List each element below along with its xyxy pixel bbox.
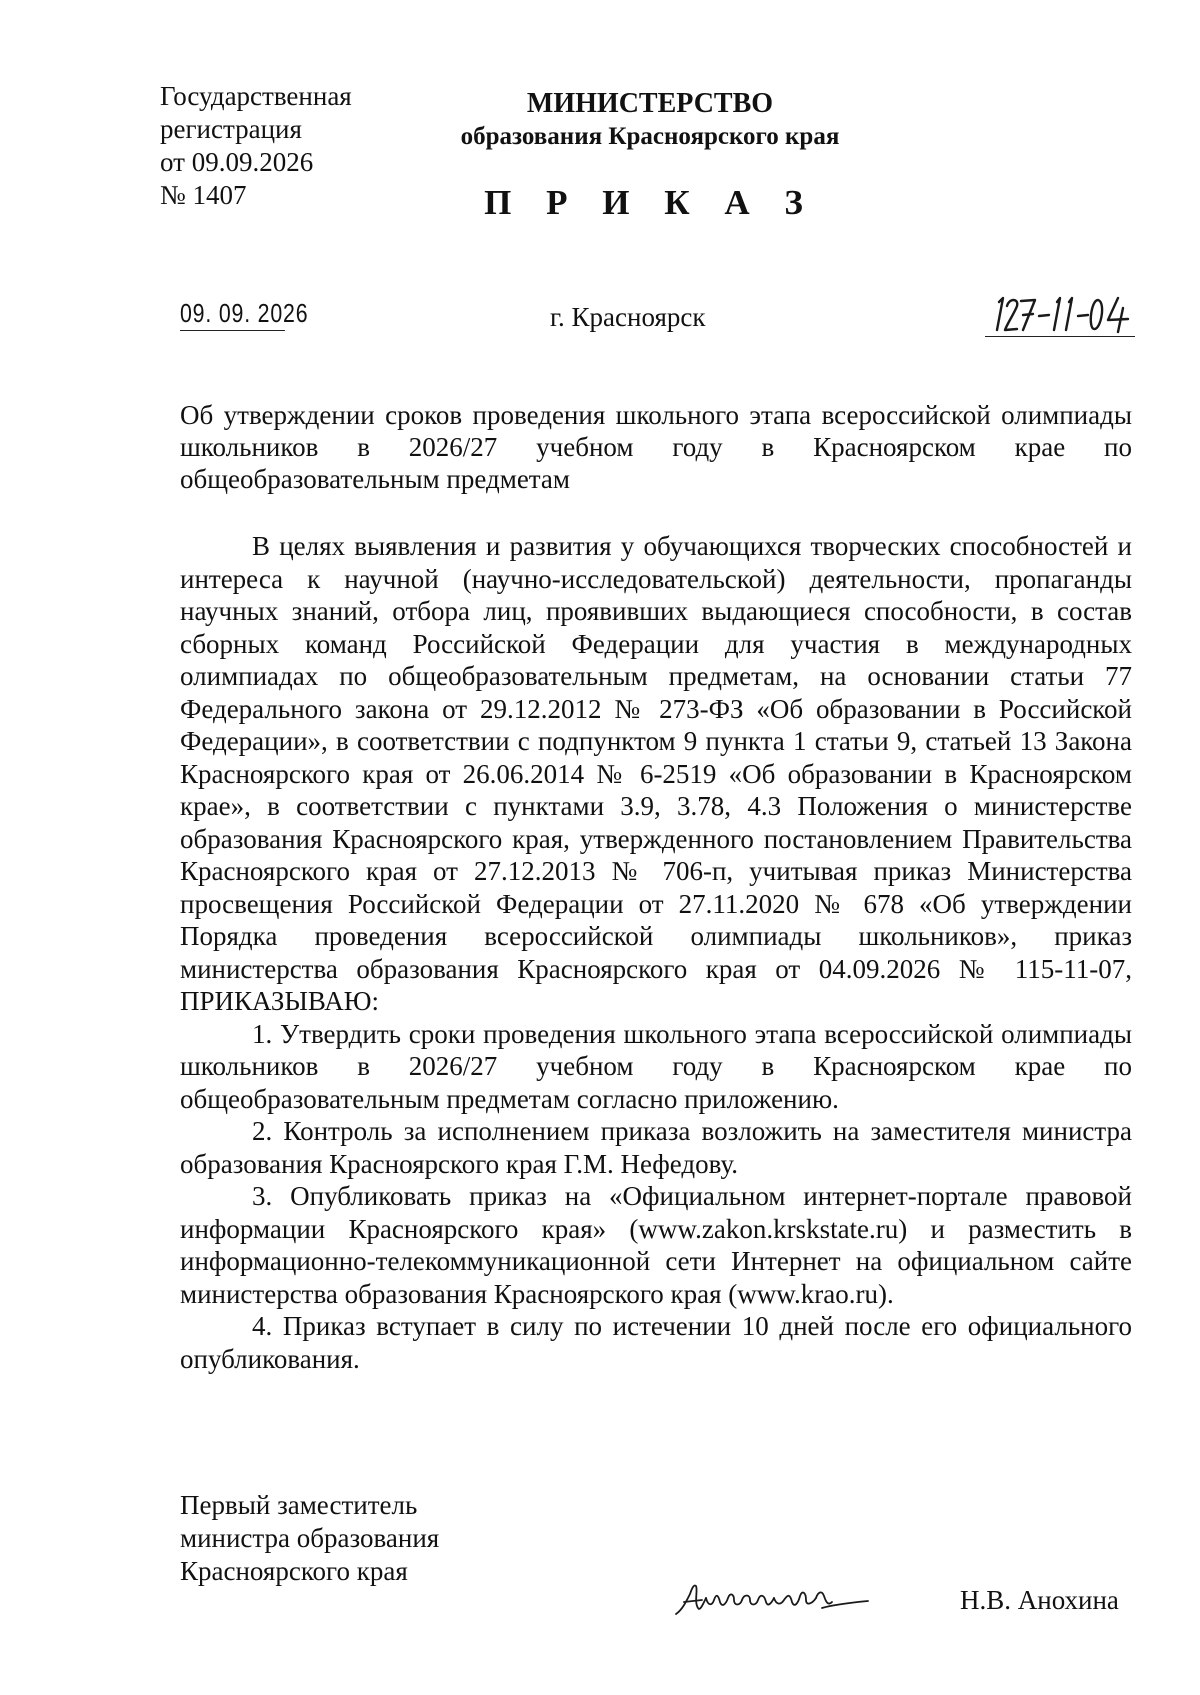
registration-date: от 09.09.2026 <box>160 147 314 177</box>
registration-number: № 1407 <box>160 180 247 210</box>
signatory-line: Красноярского края <box>180 1556 408 1586</box>
ministry-title: МИНИСТЕРСТВО <box>526 88 774 119</box>
signatory-line: министра образования <box>180 1523 440 1553</box>
ministry-header <box>400 87 900 153</box>
preamble-paragraph: В целях выявления и развития у обучающихся творческих способностей и интереса к научной (научно-исследовательской) деятельности, пропаганды научных знаний, отбора лиц, проявивших выдающиеся способности, в состав сборных команд Российской Федерации для участия в международных олимпиадах по общеобразовательным предметам, на основании статьи 77 Федерального закона от 29.12.2012 № 273-ФЗ «Об образовании в Российской Федерации», в соответствии с подпунктом 9 пункта 1 статьи 9, статьей 13 Закона Красноярского края от 26.06.2014 № 6-2519 «Об образовании в Красноярском крае», в соответствии с пунктами 3.9, 3.78, 4.3 Положения о министерстве образования Красноярского края, утвержденного постановлением Правительства Красноярского края от 27.12.2013 № 706-п, учитывая приказ Министерства просвещения Российской Федерации от 27.11.2020 № 678 «Об утверждении Порядка проведения всероссийской олимпиады школьников», приказ министерства образования Красноярского края от 04.09.2026 № 115-11-07, ПРИКАЗЫВАЮ: <box>180 531 1132 1016</box>
order-subject: Об утверждении сроков проведения школьного этапа всероссийской олимпиады школьников в 2026/27 учебном году в Красноярском крае по общеобразовательным предметам <box>180 400 1132 494</box>
handwritten-signature <box>672 1572 872 1622</box>
registration-stamp <box>160 80 400 212</box>
order-number <box>985 294 1135 337</box>
registration-line: регистрация <box>160 114 302 144</box>
signatory-line: Первый заместитель <box>180 1490 418 1520</box>
document-type: П Р И К А З <box>484 183 816 222</box>
order-item-3: 3. Опубликовать приказ на «Официальном интернет-портале правовой информации Красноярского края» (www.zakon.krskstate.ru) и разместить в информационно-телекоммуникационной сети Интернет на официальном сайте министерства образования Красноярского края (www.krao.ru). <box>180 1181 1132 1309</box>
order-item-4: 4. Приказ вступает в силу по истечении 10 дней после его официального опубликования. <box>180 1311 1132 1374</box>
ministry-subtitle: образования Красноярского края <box>460 123 840 150</box>
signatory-position <box>180 1489 500 1588</box>
order-date: 09. 09. 2026 <box>180 298 285 331</box>
registration-line: Государственная <box>160 81 352 111</box>
order-city: г. Красноярск <box>550 302 706 332</box>
order-item-2: 2. Контроль за исполнением приказа возложить на заместителя министра образования Красноярского края Г.М. Нефедову. <box>180 1116 1132 1179</box>
signer-name: Н.В. Анохина <box>960 1585 1119 1615</box>
handwritten-number <box>985 294 1135 336</box>
order-item-1: 1. Утвердить сроки проведения школьного этапа всероссийской олимпиады школьников в 2026/27 учебном году в Красноярском крае по общеобразовательным предметам согласно приложению. <box>180 1018 1132 1114</box>
order-body <box>180 530 1132 1375</box>
